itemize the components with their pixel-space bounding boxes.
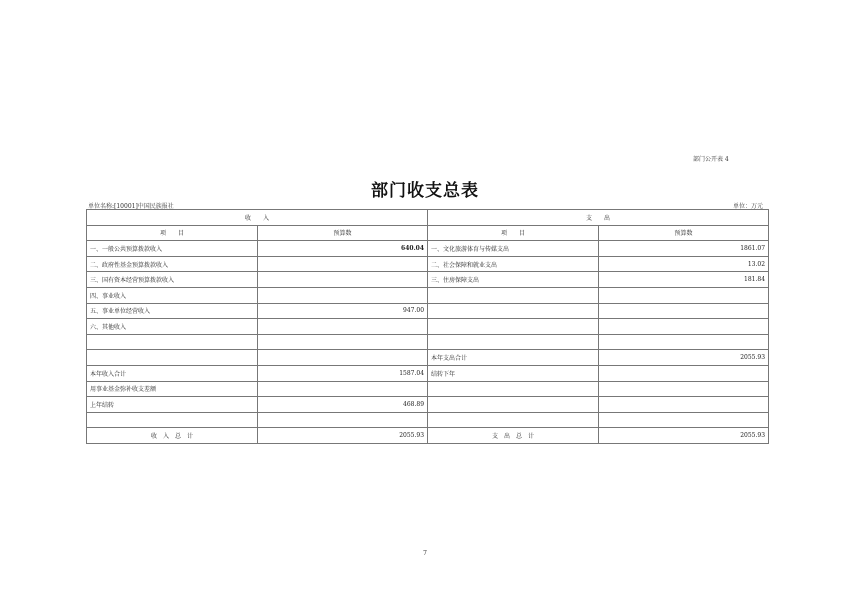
- table-row: [87, 256, 769, 272]
- table-row: [87, 319, 769, 335]
- column-header-row: [87, 225, 769, 241]
- income-item-cell: 五、事业单位经营收入: [87, 303, 258, 319]
- unit-label: 单位：万元: [733, 203, 764, 210]
- table-row: [87, 241, 769, 257]
- table-row: [87, 272, 769, 288]
- expense-total-label: 支 出 总 计: [428, 428, 599, 444]
- table-number: 部门公开表 4: [693, 156, 729, 163]
- income-amount-cell: [258, 272, 428, 288]
- income-item-cell: [87, 334, 258, 350]
- income-total-amount: 2055.93: [258, 428, 428, 444]
- table-row: [87, 365, 769, 381]
- income-total-label: 收 入 总 计: [87, 428, 258, 444]
- income-item-cell: [87, 350, 258, 366]
- income-item-cell: 六、其他收入: [87, 319, 258, 335]
- expense-item-cell: 二、社会保障和就业支出: [428, 256, 599, 272]
- expense-amount-cell: 13.02: [599, 256, 769, 272]
- expense-item-cell: 本年支出合计: [428, 350, 599, 366]
- expense-amount-cell: 2055.93: [599, 350, 769, 366]
- income-amount-cell: [258, 319, 428, 335]
- income-amount-cell: [258, 256, 428, 272]
- income-amount-cell: [258, 350, 428, 366]
- section-header-row: [87, 210, 769, 226]
- table-row: [87, 334, 769, 350]
- table-row: [87, 412, 769, 428]
- expense-amount-cell: [599, 287, 769, 303]
- expense-amount-cell: 1861.07: [599, 241, 769, 257]
- income-item-cell: 三、国有资本经营预算拨款收入: [87, 272, 258, 288]
- expense-item-cell: [428, 397, 599, 413]
- expense-item-cell: [428, 412, 599, 428]
- totals-row: [87, 428, 769, 444]
- budget-table: [86, 209, 769, 444]
- table-row: [87, 303, 769, 319]
- income-item-cell: 用事业基金弥补收支差额: [87, 381, 258, 397]
- expense-amount-header: 预算数: [599, 225, 769, 241]
- income-amount-cell: [258, 287, 428, 303]
- table-row: [87, 350, 769, 366]
- income-amount-cell: 468.89: [258, 397, 428, 413]
- income-item-cell: [87, 412, 258, 428]
- page-title: 部门收支总表: [371, 181, 479, 201]
- income-amount-cell: 947.00: [258, 303, 428, 319]
- expense-item-cell: [428, 319, 599, 335]
- income-amount-cell: [258, 412, 428, 428]
- expense-amount-cell: [599, 303, 769, 319]
- table-row: [87, 287, 769, 303]
- income-amount-header: 预算数: [258, 225, 428, 241]
- unit-name: 单位名称:[10001]中国民族报社: [88, 203, 174, 210]
- expense-amount-cell: [599, 365, 769, 381]
- page-number: 7: [423, 550, 427, 557]
- income-amount-cell: [258, 381, 428, 397]
- expense-item-cell: 结转下年: [428, 365, 599, 381]
- income-section-header: 收 入: [87, 210, 428, 226]
- expense-item-cell: [428, 334, 599, 350]
- income-item-cell: 四、事业收入: [87, 287, 258, 303]
- income-item-cell: 二、政府性基金预算拨款收入: [87, 256, 258, 272]
- expense-item-cell: [428, 381, 599, 397]
- expense-amount-cell: 181.84: [599, 272, 769, 288]
- expense-total-amount: 2055.93: [599, 428, 769, 444]
- expense-item-cell: [428, 287, 599, 303]
- income-item-cell: 本年收入合计: [87, 365, 258, 381]
- expense-amount-cell: [599, 319, 769, 335]
- expense-amount-cell: [599, 397, 769, 413]
- expense-section-header: 支 出: [428, 210, 769, 226]
- expense-item-cell: 三、住房保障支出: [428, 272, 599, 288]
- income-amount-cell: 640.04: [258, 241, 428, 257]
- income-amount-cell: 1587.04: [258, 365, 428, 381]
- income-amount-cell: [258, 334, 428, 350]
- expense-amount-cell: [599, 334, 769, 350]
- expense-amount-cell: [599, 381, 769, 397]
- income-item-header: 项 目: [87, 225, 258, 241]
- expense-item-header: 项 目: [428, 225, 599, 241]
- expense-amount-cell: [599, 412, 769, 428]
- expense-item-cell: [428, 303, 599, 319]
- table-row: [87, 397, 769, 413]
- table-row: [87, 381, 769, 397]
- income-item-cell: 一、一般公共预算拨款收入: [87, 241, 258, 257]
- income-item-cell: 上年结转: [87, 397, 258, 413]
- expense-item-cell: 一、文化旅游体育与传媒支出: [428, 241, 599, 257]
